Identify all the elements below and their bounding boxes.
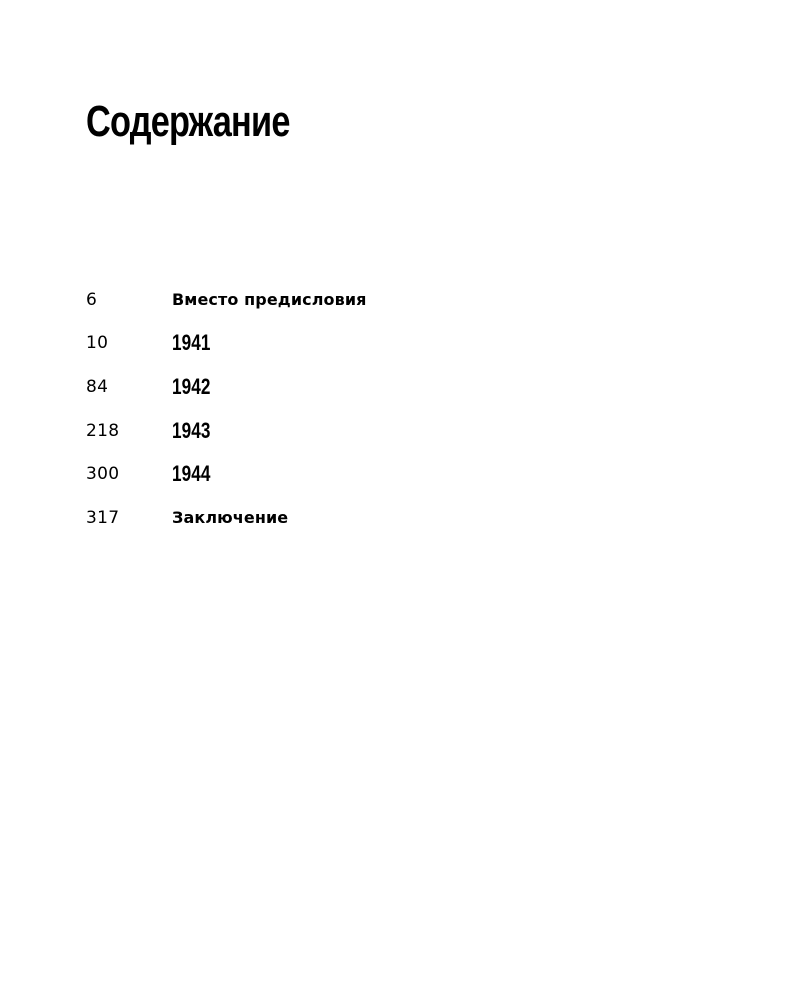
toc-entry[interactable] [86, 278, 726, 322]
toc-entry-title: 1943 [172, 417, 211, 443]
toc-entry[interactable] [86, 365, 726, 409]
toc-page-number: 218 [86, 420, 120, 441]
toc-entry-title: Вместо предисловия [172, 290, 367, 310]
page-title: Содержание [86, 97, 290, 146]
toc-entry-title: 1941 [172, 330, 211, 356]
toc-entry-title: Заключение [172, 508, 289, 528]
toc-entry-title: 1942 [172, 373, 211, 399]
toc-entry[interactable] [86, 322, 726, 366]
toc-entry[interactable] [86, 452, 726, 496]
toc-entry-title: 1944 [172, 461, 211, 487]
toc-page-number: 317 [86, 507, 120, 528]
toc-page-number: 10 [86, 333, 109, 354]
toc-entry[interactable] [86, 409, 726, 453]
toc-page-number: 6 [86, 289, 98, 310]
table-of-contents [86, 278, 726, 540]
toc-page-number: 300 [86, 464, 120, 485]
toc-entry[interactable] [86, 496, 726, 540]
toc-page-number: 84 [86, 376, 109, 397]
